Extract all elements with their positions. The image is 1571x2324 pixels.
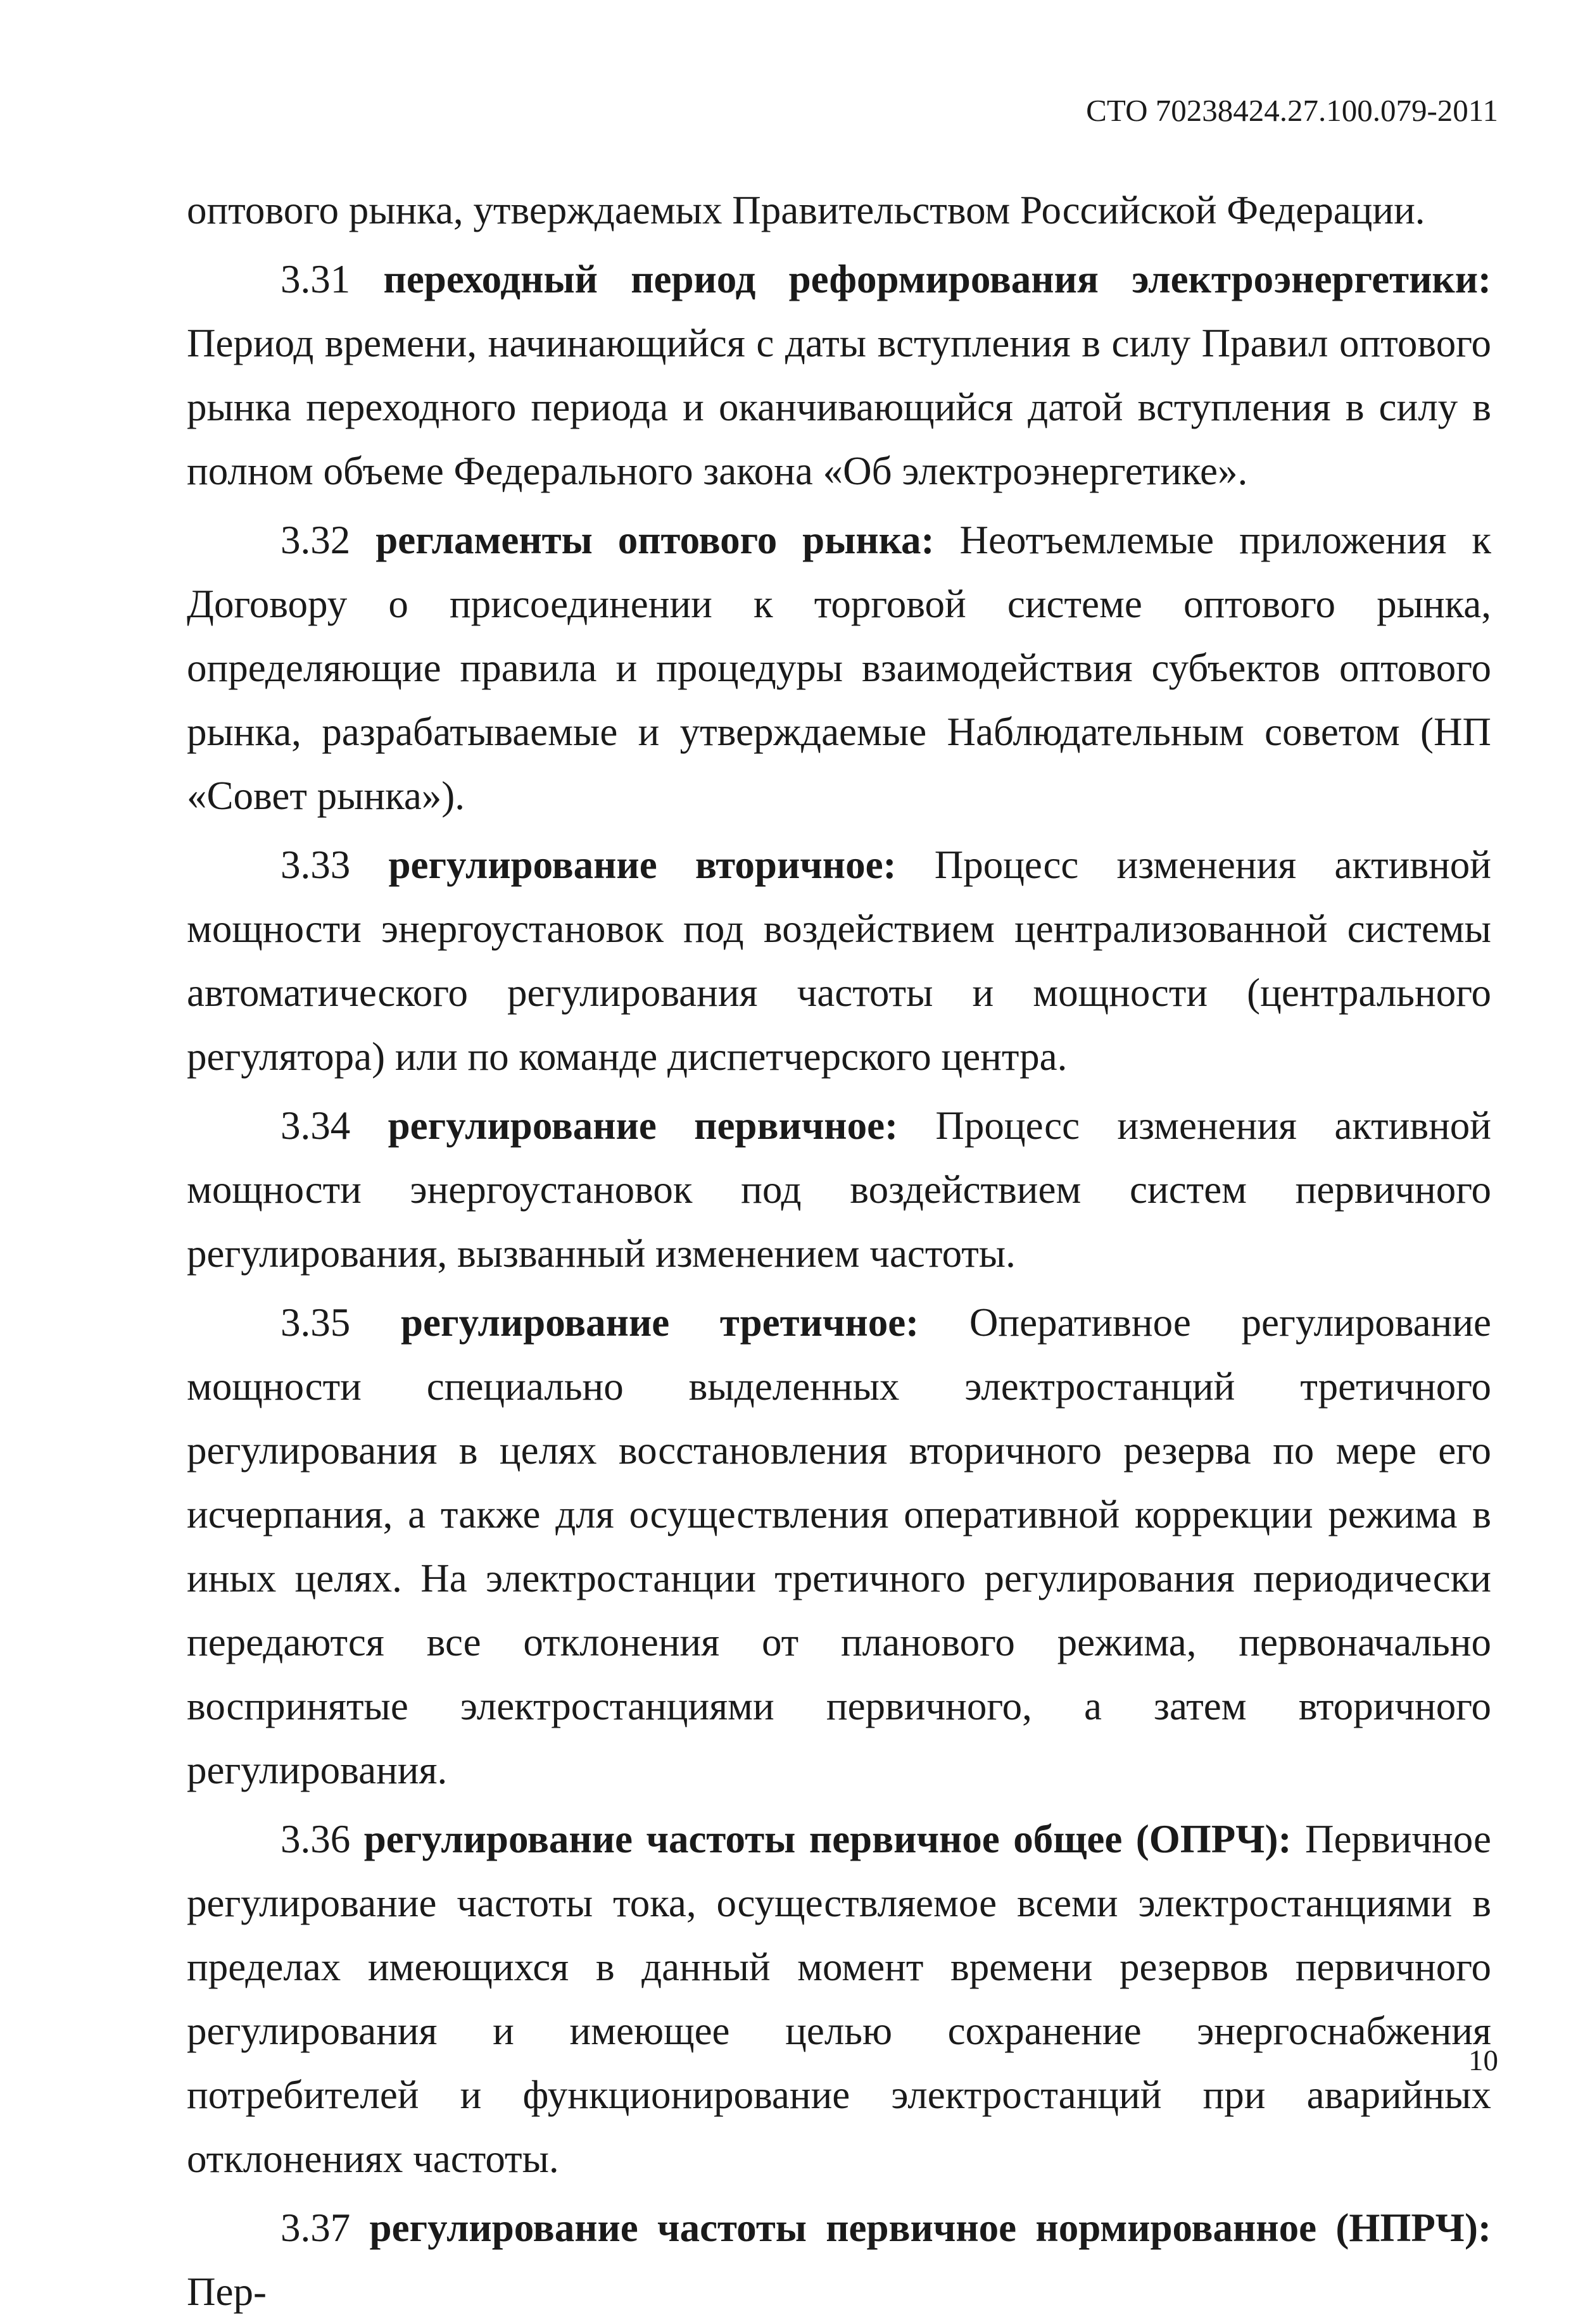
term-name: регулирование вторичное: [388, 843, 897, 887]
term-3-37 [187, 2196, 1491, 2324]
term-3-34 [187, 1094, 1491, 1286]
term-3-35 [187, 1291, 1491, 1802]
term-name: регулирование первичное: [388, 1103, 899, 1148]
term-name: регулирование частоты первичное общее (ОПРЧ): [363, 1817, 1292, 1861]
term-3-31 [187, 248, 1491, 503]
term-3-36 [187, 1807, 1491, 2191]
term-definition: Процесс изменения активной мощности энергоустановок под воздействием централизованной системы автоматического регулирования частоты и мощности (центрального регулятора) или по команде диспетчерского центра. [187, 843, 1492, 1079]
term-number: 3.33 [281, 843, 351, 887]
term-definition: Первичное регулирование частоты тока, осуществляемое всеми электростанциями в пределах имеющихся в данный момент времени резервов первичного регулирования и имеющее целью сохранение энергоснабжения потребителей и функционирование электростанций при аварийных отклонениях частоты. [187, 1817, 1492, 2181]
term-number: 3.35 [281, 1300, 351, 1345]
term-number: 3.37 [281, 2206, 351, 2250]
term-definition: Пер- [187, 2270, 267, 2314]
term-number: 3.36 [281, 1817, 351, 1861]
term-number: 3.34 [281, 1103, 351, 1148]
term-number: 3.32 [281, 518, 351, 562]
term-3-33 [187, 833, 1491, 1089]
term-name: регламенты оптового рынка: [375, 518, 935, 562]
document-code-header: СТО 70238424.27.100.079-2011 [1086, 93, 1498, 128]
term-definition: Неотъемлемые приложения к Договору о присоединении к торговой системе оптового рынка, определяющие правила и процедуры взаимодействия субъектов оптового рынка, разрабатываемые и утверждаемые Наблюдательным советом (НП «Совет рынка»). [187, 518, 1492, 818]
term-number: 3.31 [281, 257, 351, 301]
term-definition: Оперативное регулирование мощности специально выделенных электростанций третичного регулирования в целях восстановления вторичного резерва по мере его исчерпания, а также для осуществления оперативной коррекции режима в иных целях. На электростанции третичного регулирования периодически передаются все отклонения от планового режима, первоначально воспринятые электростанциями первичного, а затем вторичного регулирования. [187, 1300, 1491, 1792]
term-name: регулирование частоты первичное нормированное (НПРЧ): [369, 2206, 1491, 2250]
term-name: регулирование третичное: [400, 1300, 919, 1345]
continuation-paragraph: оптового рынка, утверждаемых Правительством Российской Федерации. [187, 188, 1425, 232]
term-3-32 [187, 508, 1491, 828]
document-body [187, 179, 1491, 2324]
term-definition: Период времени, начинающийся с даты вступления в силу Правил оптового рынка переходного периода и оканчивающийся датой вступления в силу в полном объеме Федерального закона «Об электроэнергетике». [187, 321, 1491, 493]
page-number: 10 [1468, 2044, 1498, 2077]
term-name: переходный период реформирования электроэнергетики: [383, 257, 1492, 301]
term-definition: Процесс изменения активной мощности энергоустановок под воздействием систем первичного регулирования, вызванный изменением частоты. [187, 1103, 1492, 1276]
